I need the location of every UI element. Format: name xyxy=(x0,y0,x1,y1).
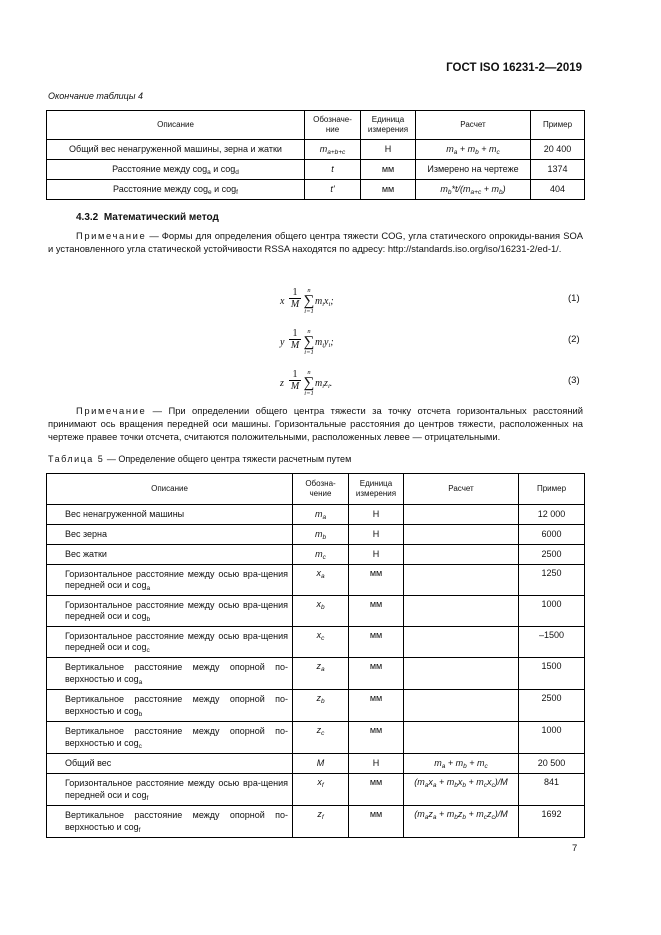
table4-cell-unit: мм xyxy=(361,160,416,180)
note-2 xyxy=(48,404,583,443)
table4-cell-calc: Измерено на чертеже xyxy=(416,160,531,180)
table5-cell-example: 12 000 xyxy=(519,505,585,525)
table5-header-calc: Расчет xyxy=(404,474,519,505)
section-title: Математический метод xyxy=(103,212,219,223)
table5-cell-unit: Н xyxy=(349,754,404,774)
sum-icon: n ∑ i=1 xyxy=(303,369,315,397)
table5-row xyxy=(47,690,585,722)
table4-header-calc: Расчет xyxy=(416,111,531,140)
table5-cell-description: Горизонтальное расстояние между осью вра-щения передней оси и cog$_c$ xyxy=(47,627,293,658)
table5-cell-calc xyxy=(404,505,519,525)
table5-cell-description: Горизонтальное расстояние между осью вра-щения передней оси и cog$_a$ xyxy=(47,565,293,596)
table5-cell-example: –1500 xyxy=(519,627,585,658)
formula xyxy=(280,369,400,409)
equation-number: (1) xyxy=(568,293,580,304)
table5-row xyxy=(47,596,585,627)
table5-cell-description: Горизонтальное расстояние между осью вра-щения передней оси и cog$_b$ xyxy=(47,596,293,627)
page-number: 7 xyxy=(572,843,578,854)
table5-cell-description: Горизонтальное расстояние между осью вра-щения передней оси и cog$_f$ xyxy=(47,774,293,806)
table5-cell-symbol: $x_b$ xyxy=(293,596,349,627)
table5-cell-symbol: $z_f$ xyxy=(293,806,349,838)
table4-row xyxy=(47,180,585,200)
table5-cell-calc xyxy=(404,596,519,627)
table5-row xyxy=(47,658,585,690)
table5-cell-unit: мм xyxy=(349,690,404,722)
table4-cell-example: 20 400 xyxy=(531,140,585,160)
formula-fraction: $\frac{1}{M}$ xyxy=(290,328,300,351)
table5-cell-unit: Н xyxy=(349,545,404,565)
section-heading xyxy=(76,212,219,223)
table5-cell-unit: мм xyxy=(349,658,404,690)
note-2-label: Примечание xyxy=(76,405,147,416)
table5-cell-description: Вес зерна xyxy=(47,525,293,545)
table5-cell-symbol: $z_b$ xyxy=(293,690,349,722)
table5-row xyxy=(47,627,585,658)
table5-cell-symbol: $m_b$ xyxy=(293,525,349,545)
table5-cell-calc: $m_a + m_b + m_c$ xyxy=(404,754,519,774)
table5-row xyxy=(47,806,585,838)
table4-cell-unit: мм xyxy=(361,180,416,200)
table5-cell-example: 1000 xyxy=(519,722,585,754)
table5-cell-example: 1692 xyxy=(519,806,585,838)
table4-cell-description: Общий вес ненагруженной машины, зерна и жатки xyxy=(47,140,305,160)
note-1-label: Примечание xyxy=(76,230,147,241)
table5-cell-unit: мм xyxy=(349,596,404,627)
table5-header-example: Пример xyxy=(519,474,585,505)
table5-cell-calc: $(m_ax_a + m_bx_b + m_cx_c)/M$ xyxy=(404,774,519,806)
table4-header-symbol: Обозначе-ние xyxy=(305,111,361,140)
formula-lhs: z xyxy=(280,378,284,389)
table5-cell-calc xyxy=(404,627,519,658)
table5-cell-example: 1500 xyxy=(519,658,585,690)
table4-cell-symbol: $m_{a+b+c}$ xyxy=(305,140,361,160)
document-header: ГОСТ ISO 16231-2—2019 xyxy=(446,62,582,74)
table5-cell-symbol: $z_a$ xyxy=(293,658,349,690)
formula-fraction: $\frac{1}{M}$ xyxy=(290,369,300,392)
note-1 xyxy=(48,229,583,255)
table5-cell-calc: $(m_az_a + m_bz_b + m_cz_c)/M$ xyxy=(404,806,519,838)
table5-cell-unit: Н xyxy=(349,505,404,525)
table5-row xyxy=(47,774,585,806)
table5-caption-label: Таблица 5 xyxy=(48,454,105,464)
table5-row xyxy=(47,545,585,565)
formula-term: $m_iz_i$. xyxy=(315,378,333,390)
table4-cell-example: 404 xyxy=(531,180,585,200)
table5-cell-description: Общий вес xyxy=(47,754,293,774)
table4-cell-calc: $m_a + m_b + m_c$ xyxy=(416,140,531,160)
table5-header-symbol: Обозна-чение xyxy=(293,474,349,505)
table5-cell-symbol: $x_a$ xyxy=(293,565,349,596)
table5-cell-example: 2500 xyxy=(519,690,585,722)
table4-row xyxy=(47,160,585,180)
table5-row xyxy=(47,722,585,754)
table5-cell-example: 20 500 xyxy=(519,754,585,774)
table5-cell-unit: Н xyxy=(349,525,404,545)
table5-cell-description: Вес жатки xyxy=(47,545,293,565)
table5-cell-unit: мм xyxy=(349,565,404,596)
formula-term: $m_iy_i$; xyxy=(315,337,334,349)
table5-cell-example: 2500 xyxy=(519,545,585,565)
table5-cell-unit: мм xyxy=(349,627,404,658)
table4-header-row xyxy=(47,111,585,140)
sum-icon: n ∑ i=1 xyxy=(303,328,315,356)
table5-cell-unit: мм xyxy=(349,722,404,754)
table5-cell-calc xyxy=(404,690,519,722)
note-2-text: — При определении общего центра тяжести за точку отсчета горизонтальных расстояний принимают ось вращения передней оси машины. Горизонтальные расстояния до центров тяжести, расположенных на чертеже правее точки отсчета, считаются положительными, расположенных левее — отрицательными. xyxy=(48,405,583,442)
table4-cell-description: Расстояние между cog$_e$ и cog$_f$ xyxy=(47,180,305,200)
table5-cell-calc xyxy=(404,722,519,754)
table5-cell-calc xyxy=(404,525,519,545)
table5-cell-symbol: M xyxy=(293,754,349,774)
table5-cell-description: Вертикальное расстояние между опорной по-верхностью и cog$_f$ xyxy=(47,806,293,838)
table4-cell-unit: Н xyxy=(361,140,416,160)
table5-cell-unit: мм xyxy=(349,806,404,838)
table5-cell-description: Вес ненагруженной машины xyxy=(47,505,293,525)
table4-cell-description: Расстояние между cog$_a$ и cog$_d$ xyxy=(47,160,305,180)
formula-fraction: $\frac{1}{M}$ xyxy=(290,287,300,310)
table4-header-unit: Единица измерения xyxy=(361,111,416,140)
table5-cell-symbol: $x_f$ xyxy=(293,774,349,806)
table5-header-row xyxy=(47,474,585,505)
formula-lhs: y xyxy=(280,337,285,348)
table-4 xyxy=(46,110,585,200)
sum-icon: n ∑ i=1 xyxy=(303,287,315,315)
table4-header-description: Описание xyxy=(47,111,305,140)
note-1-text: — Формы для определения общего центра тяжести COG, угла статического опрокиды-вания SOA и установленного угла статической устойчивости RSSA находятся по адресу: http://standards.iso.org/iso/16231-2/ed-1/. xyxy=(48,230,583,254)
table5-cell-example: 1250 xyxy=(519,565,585,596)
table4-row xyxy=(47,140,585,160)
equation-number: (3) xyxy=(568,375,580,386)
table5-header-unit: Единица измерения xyxy=(349,474,404,505)
table4-cell-symbol: t' xyxy=(305,180,361,200)
table5-cell-description: Вертикальное расстояние между опорной по-верхностью и cog$_a$ xyxy=(47,658,293,690)
table4-caption: Окончание таблицы 4 xyxy=(48,91,143,101)
table4-cell-calc: $m_b*t/(m_{a+c} + m_b)$ xyxy=(416,180,531,200)
table5-cell-calc xyxy=(404,565,519,596)
table5-header-description: Описание xyxy=(47,474,293,505)
table5-caption xyxy=(48,454,351,464)
table5-cell-example: 6000 xyxy=(519,525,585,545)
table5-cell-description: Вертикальное расстояние между опорной по-верхностью и cog$_b$ xyxy=(47,690,293,722)
table4-cell-example: 1374 xyxy=(531,160,585,180)
formula xyxy=(280,287,400,327)
table5-cell-description: Вертикальное расстояние между опорной по-верхностью и cog$_c$ xyxy=(47,722,293,754)
formula xyxy=(280,328,400,368)
equation-number: (2) xyxy=(568,334,580,345)
table4-cell-symbol: t xyxy=(305,160,361,180)
table5-cell-calc xyxy=(404,658,519,690)
table5-cell-symbol: $m_a$ xyxy=(293,505,349,525)
table5-cell-symbol: $x_c$ xyxy=(293,627,349,658)
section-number: 4.3.2 xyxy=(76,212,99,223)
formula-lhs: x xyxy=(280,296,285,307)
table5-row xyxy=(47,505,585,525)
table5-cell-symbol: $z_c$ xyxy=(293,722,349,754)
formula-term: $m_ix_i$; xyxy=(315,296,334,308)
table5-cell-calc xyxy=(404,545,519,565)
table4-header-example: Пример xyxy=(531,111,585,140)
table5-row xyxy=(47,754,585,774)
table5-cell-example: 841 xyxy=(519,774,585,806)
table5-cell-example: 1000 xyxy=(519,596,585,627)
table5-cell-unit: мм xyxy=(349,774,404,806)
table5-cell-symbol: $m_c$ xyxy=(293,545,349,565)
table5-caption-text: — Определение общего центра тяжести расчетным путем xyxy=(106,454,352,464)
table5-row xyxy=(47,565,585,596)
table5-row xyxy=(47,525,585,545)
table-5 xyxy=(46,473,585,838)
